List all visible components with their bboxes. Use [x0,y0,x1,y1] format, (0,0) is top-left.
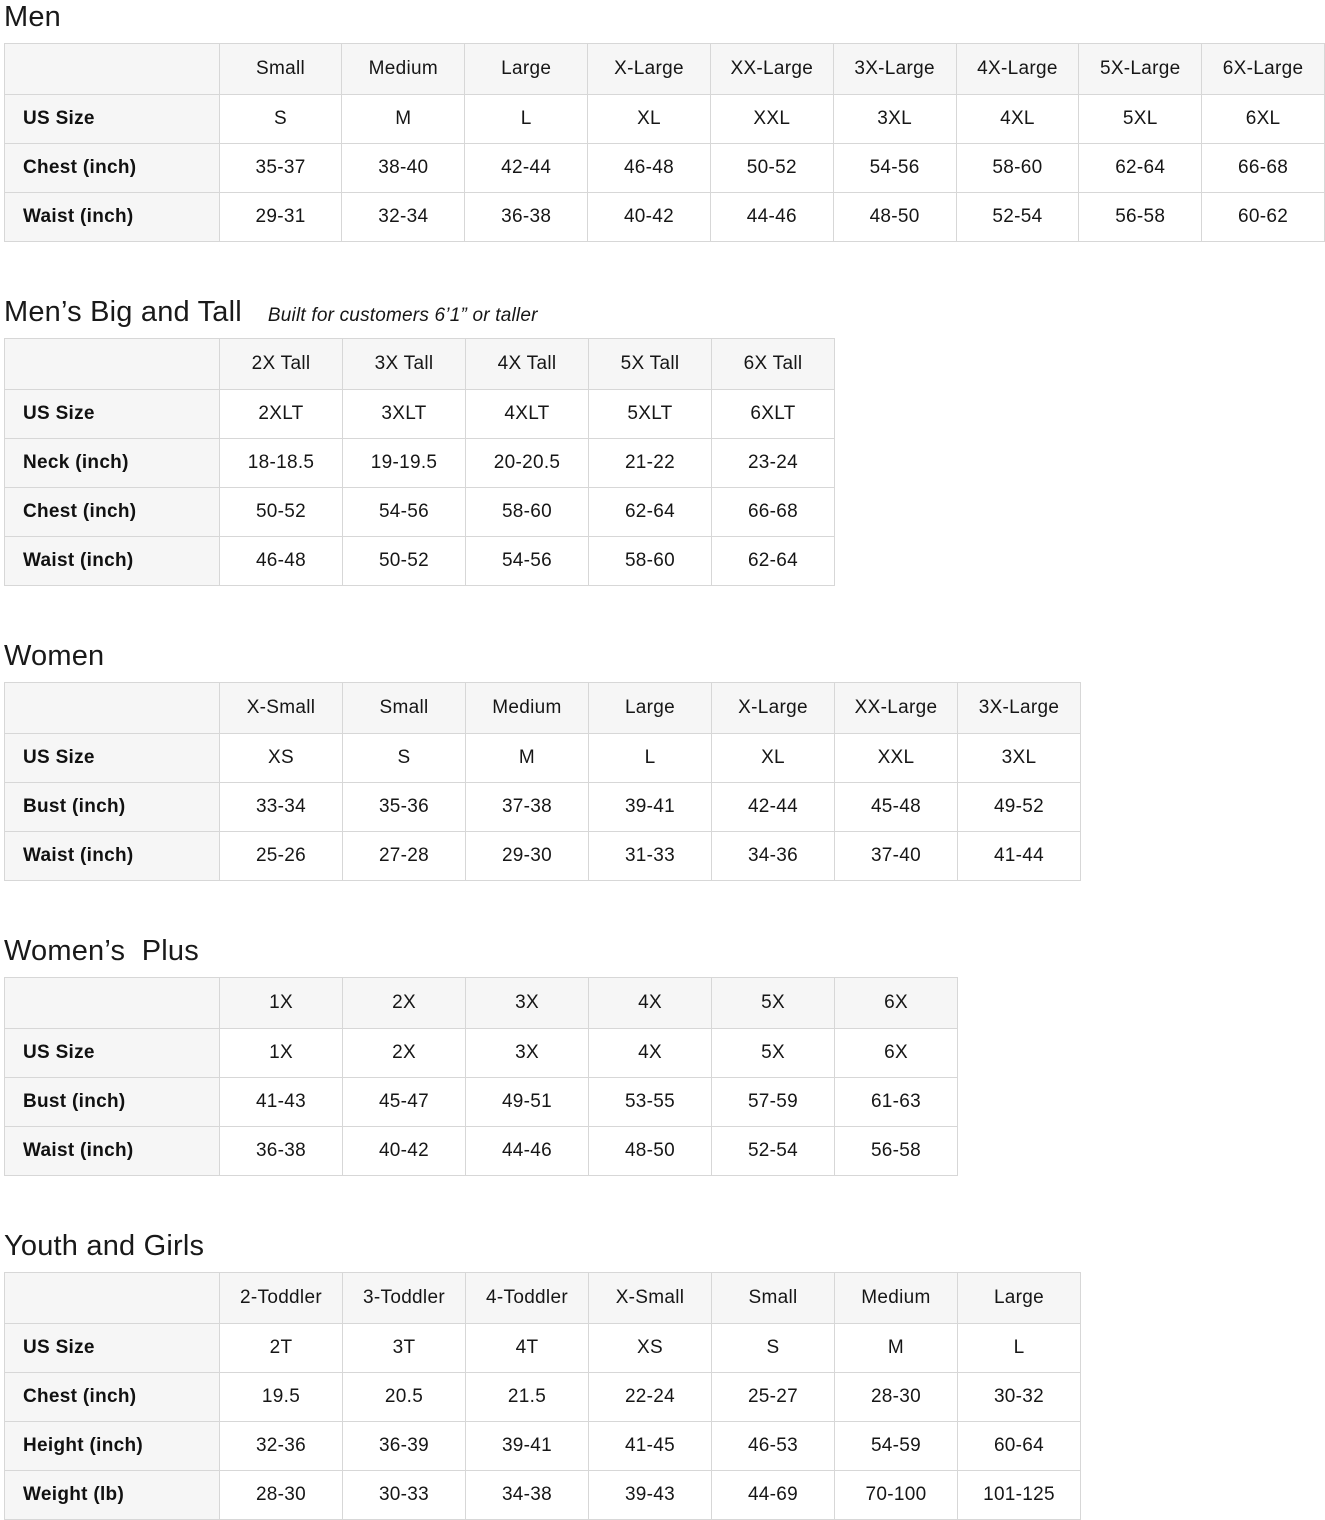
size-value-cell: 2X [343,1029,466,1078]
size-value-cell: 41-45 [589,1422,712,1471]
row-label-cell: Chest (inch) [5,488,220,537]
size-table-women [4,682,1081,881]
size-value-cell: 66-68 [712,488,835,537]
size-value-cell: 54-56 [466,537,589,586]
size-table-men [4,43,1325,242]
size-value-cell: 5X [712,1029,835,1078]
column-header-cell: Large [958,1273,1081,1324]
section-title: Men’s Big and Tall [4,296,242,328]
table-row [5,488,835,537]
size-value-cell: 29-30 [466,832,589,881]
section-men [4,0,1325,242]
section-heading [4,639,1325,673]
section-mens-big-and-tall [4,295,1325,586]
column-header-cell: Medium [342,44,465,95]
row-label-cell: Bust (inch) [5,783,220,832]
size-value-cell: 21.5 [466,1373,589,1422]
size-value-cell: 46-53 [712,1422,835,1471]
size-value-cell: 6XL [1202,95,1325,144]
section-title: Youth and Girls [4,1230,205,1262]
size-value-cell: 58-60 [589,537,712,586]
row-label-cell: US Size [5,95,220,144]
size-value-cell: 30-33 [343,1471,466,1520]
size-value-cell: 52-54 [712,1127,835,1176]
size-value-cell: 46-48 [220,537,343,586]
column-header-cell: 4X [589,978,712,1029]
column-header-cell: Large [589,683,712,734]
row-label-cell: Waist (inch) [5,537,220,586]
size-value-cell: XL [588,95,711,144]
row-label-cell: Waist (inch) [5,193,220,242]
column-header-cell: X-Large [712,683,835,734]
section-heading [4,295,1325,329]
size-value-cell: 3T [343,1324,466,1373]
table-row [5,144,1325,193]
header-row [5,1273,1081,1324]
section-heading [4,934,1325,968]
size-value-cell: 2XLT [220,390,343,439]
column-header-cell: 3X-Large [958,683,1081,734]
column-header-cell: X-Small [589,1273,712,1324]
size-value-cell: 35-36 [343,783,466,832]
size-value-cell: 39-41 [466,1422,589,1471]
row-label-cell: Waist (inch) [5,1127,220,1176]
size-value-cell: 1X [220,1029,343,1078]
column-header-cell: 3-Toddler [343,1273,466,1324]
row-label-cell: Weight (lb) [5,1471,220,1520]
corner-cell [5,978,220,1029]
size-table-youth-and-girls [4,1272,1081,1520]
table-row [5,537,835,586]
corner-cell [5,1273,220,1324]
size-value-cell: 61-63 [835,1078,958,1127]
size-value-cell: 70-100 [835,1471,958,1520]
size-value-cell: 36-38 [220,1127,343,1176]
size-value-cell: 53-55 [589,1078,712,1127]
size-value-cell: 40-42 [588,193,711,242]
size-value-cell: 41-44 [958,832,1081,881]
size-value-cell: L [465,95,588,144]
size-table-mens-big-and-tall [4,338,835,586]
column-header-cell: 4X-Large [956,44,1079,95]
size-value-cell: 20.5 [343,1373,466,1422]
section-title: Women [4,640,105,672]
size-value-cell: 27-28 [343,832,466,881]
size-value-cell: 50-52 [343,537,466,586]
size-value-cell: 4T [466,1324,589,1373]
size-value-cell: 54-56 [343,488,466,537]
size-value-cell: 62-64 [589,488,712,537]
column-header-cell: 1X [220,978,343,1029]
size-value-cell: 30-32 [958,1373,1081,1422]
size-value-cell: 3XLT [343,390,466,439]
section-title: Women’s Plus [4,935,199,967]
size-value-cell: 101-125 [958,1471,1081,1520]
column-header-cell: 2X Tall [220,339,343,390]
size-value-cell: 35-37 [219,144,342,193]
column-header-cell: X-Large [588,44,711,95]
size-value-cell: 19-19.5 [343,439,466,488]
size-value-cell: 44-46 [710,193,833,242]
size-value-cell: 45-47 [343,1078,466,1127]
size-value-cell: 60-62 [1202,193,1325,242]
table-row [5,832,1081,881]
column-header-cell: 6X Tall [712,339,835,390]
row-label-cell: US Size [5,734,220,783]
size-value-cell: 50-52 [220,488,343,537]
size-value-cell: L [589,734,712,783]
corner-cell [5,683,220,734]
size-value-cell: 18-18.5 [220,439,343,488]
column-header-cell: 3X-Large [833,44,956,95]
size-value-cell: 42-44 [465,144,588,193]
size-value-cell: 4XL [956,95,1079,144]
size-value-cell: 22-24 [589,1373,712,1422]
column-header-cell: XX-Large [835,683,958,734]
column-header-cell: XX-Large [710,44,833,95]
table-row [5,1078,958,1127]
section-heading [4,1229,1325,1263]
row-label-cell: US Size [5,390,220,439]
size-value-cell: 28-30 [220,1471,343,1520]
size-value-cell: 23-24 [712,439,835,488]
corner-cell [5,44,220,95]
column-header-cell: 6X [835,978,958,1029]
table-row [5,193,1325,242]
corner-cell [5,339,220,390]
size-value-cell: XS [220,734,343,783]
column-header-cell: Small [712,1273,835,1324]
column-header-cell: 5X [712,978,835,1029]
column-header-cell: Large [465,44,588,95]
size-value-cell: S [712,1324,835,1373]
column-header-cell: 3X Tall [343,339,466,390]
table-row [5,783,1081,832]
row-label-cell: US Size [5,1324,220,1373]
section-title: Men [4,1,62,33]
size-value-cell: 50-52 [710,144,833,193]
size-value-cell: 6XLT [712,390,835,439]
header-row [5,683,1081,734]
table-row [5,1324,1081,1373]
column-header-cell: Medium [835,1273,958,1324]
size-value-cell: 44-46 [466,1127,589,1176]
column-header-cell: 4X Tall [466,339,589,390]
column-header-cell: 5X-Large [1079,44,1202,95]
column-header-cell: X-Small [220,683,343,734]
size-value-cell: M [466,734,589,783]
row-label-cell: US Size [5,1029,220,1078]
table-row [5,1373,1081,1422]
size-value-cell: 54-56 [833,144,956,193]
section-heading [4,0,1325,34]
size-value-cell: XL [712,734,835,783]
column-header-cell: Medium [466,683,589,734]
size-value-cell: S [343,734,466,783]
table-row [5,1422,1081,1471]
size-value-cell: 2T [220,1324,343,1373]
size-value-cell: S [219,95,342,144]
header-row [5,339,835,390]
table-row [5,1029,958,1078]
row-label-cell: Bust (inch) [5,1078,220,1127]
size-value-cell: 49-51 [466,1078,589,1127]
row-label-cell: Waist (inch) [5,832,220,881]
row-label-cell: Chest (inch) [5,144,220,193]
table-row [5,1127,958,1176]
header-row [5,44,1325,95]
size-value-cell: 29-31 [219,193,342,242]
size-value-cell: 62-64 [712,537,835,586]
size-value-cell: 5XLT [589,390,712,439]
size-value-cell: 20-20.5 [466,439,589,488]
row-label-cell: Height (inch) [5,1422,220,1471]
size-value-cell: 3XL [833,95,956,144]
size-value-cell: 48-50 [833,193,956,242]
size-value-cell: 49-52 [958,783,1081,832]
size-value-cell: M [342,95,465,144]
size-value-cell: 45-48 [835,783,958,832]
size-value-cell: 36-39 [343,1422,466,1471]
column-header-cell: Small [219,44,342,95]
column-header-cell: 5X Tall [589,339,712,390]
size-value-cell: 31-33 [589,832,712,881]
size-value-cell: 28-30 [835,1373,958,1422]
size-value-cell: XS [589,1324,712,1373]
size-value-cell: 19.5 [220,1373,343,1422]
size-value-cell: 66-68 [1202,144,1325,193]
table-row [5,1471,1081,1520]
table-row [5,439,835,488]
size-value-cell: 46-48 [588,144,711,193]
size-value-cell: 42-44 [712,783,835,832]
size-value-cell: 52-54 [956,193,1079,242]
header-row [5,978,958,1029]
size-value-cell: 37-40 [835,832,958,881]
size-value-cell: 58-60 [466,488,589,537]
column-header-cell: 3X [466,978,589,1029]
size-value-cell: 54-59 [835,1422,958,1471]
size-value-cell: XXL [835,734,958,783]
size-value-cell: 4X [589,1029,712,1078]
size-value-cell: 34-36 [712,832,835,881]
size-value-cell: 41-43 [220,1078,343,1127]
size-value-cell: 62-64 [1079,144,1202,193]
size-value-cell: 32-34 [342,193,465,242]
size-value-cell: 38-40 [342,144,465,193]
size-value-cell: 39-41 [589,783,712,832]
size-value-cell: 44-69 [712,1471,835,1520]
size-value-cell: 6X [835,1029,958,1078]
size-value-cell: M [835,1324,958,1373]
size-value-cell: 25-27 [712,1373,835,1422]
column-header-cell: 4-Toddler [466,1273,589,1324]
size-value-cell: 4XLT [466,390,589,439]
table-row [5,390,835,439]
column-header-cell: Small [343,683,466,734]
size-value-cell: 3X [466,1029,589,1078]
size-value-cell: 60-64 [958,1422,1081,1471]
size-value-cell: XXL [710,95,833,144]
section-women [4,639,1325,881]
size-value-cell: 58-60 [956,144,1079,193]
size-value-cell: 33-34 [220,783,343,832]
column-header-cell: 6X-Large [1202,44,1325,95]
table-row [5,734,1081,783]
size-value-cell: 5XL [1079,95,1202,144]
size-value-cell: 56-58 [835,1127,958,1176]
size-value-cell: 57-59 [712,1078,835,1127]
size-table-womens-plus [4,977,958,1176]
section-womens-plus [4,934,1325,1176]
row-label-cell: Neck (inch) [5,439,220,488]
column-header-cell: 2X [343,978,466,1029]
size-value-cell: 40-42 [343,1127,466,1176]
size-value-cell: 37-38 [466,783,589,832]
column-header-cell: 2-Toddler [220,1273,343,1324]
section-youth-and-girls [4,1229,1325,1520]
size-value-cell: 48-50 [589,1127,712,1176]
section-subtitle: Built for customers 6’1” or taller [267,305,538,326]
size-value-cell: 21-22 [589,439,712,488]
size-value-cell: 36-38 [465,193,588,242]
size-value-cell: 3XL [958,734,1081,783]
size-value-cell: 56-58 [1079,193,1202,242]
table-row [5,95,1325,144]
size-value-cell: 32-36 [220,1422,343,1471]
size-value-cell: 25-26 [220,832,343,881]
size-value-cell: L [958,1324,1081,1373]
row-label-cell: Chest (inch) [5,1373,220,1422]
size-value-cell: 34-38 [466,1471,589,1520]
size-value-cell: 39-43 [589,1471,712,1520]
